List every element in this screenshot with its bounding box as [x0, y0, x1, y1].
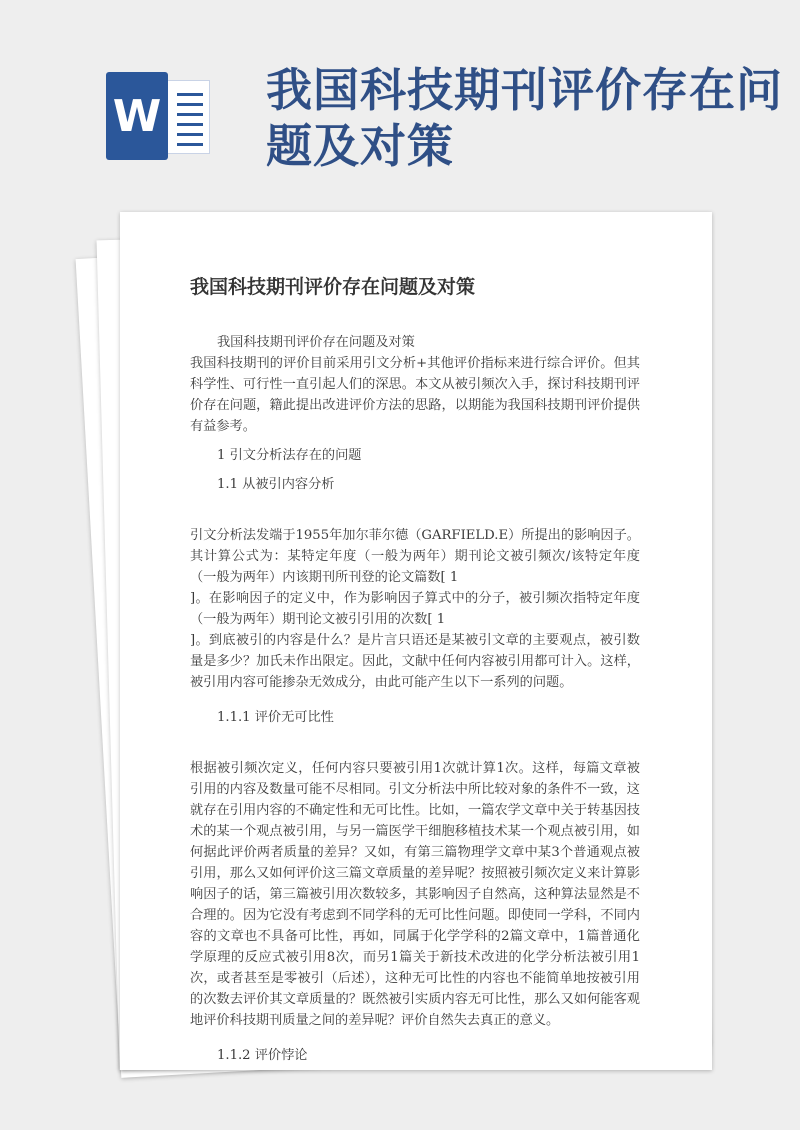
body-paragraph: 引文分析法发端于1955年加尔菲尔德（GARFIELD.E）所提出的影响因子。其计算公式为：某特定年度（一般为两年）期刊论文被引频次/该特定年度（一般为两年）内该期刊所刊登的论文篇数[ 1 — [190, 528, 640, 585]
body-paragraph: ]。在影响因子的定义中，作为影响因子算式中的分子，被引频次指特定年度（一般为两年）期刊论文被引引用的次数[ 1 — [190, 591, 640, 627]
abstract-paragraph: 我国科技期刊的评价目前采用引文分析+其他评价指标来进行综合评价。但其科学性、可行性一直引起人们的深思。本文从被引频次入手，探讨科技期刊评价存在问题，籍此提出改进评价方法的思路，以期能为我国科技期刊评价提供有益参考。 — [190, 356, 640, 434]
word-badge: W — [106, 72, 168, 160]
section-heading: 1 引文分析法存在的问题 — [217, 448, 362, 463]
document-body — [190, 274, 640, 1066]
subsection-heading: 1.1.1 评价无可比性 — [217, 710, 334, 725]
word-document-icon — [106, 72, 214, 160]
page-title: 我国科技期刊评价存在问题及对策 — [266, 63, 783, 173]
document-title: 我国科技期刊评价存在问题及对策 — [190, 276, 476, 298]
body-paragraph: 根据被引频次定义，任何内容只要被引用1次就计算1次。这样，每篇文章被引用的内容及数量可能不尽相同。引文分析法中所比较对象的条件不一致，这就存在引用内容的不确定性和无可比性。比如，一篇农学文章中关于转基因技术的某一个观点被引用，与另一篇医学干细胞移植技术某一个观点被引用，如何据此评价两者质量的差异？又如，有第三篇物理学文章中某3个普通观点被引用，那么又如何评价这三篇文章质量的差异呢？按照被引频次定义来计算影响因子的话，第三篇被引用次数较多，其影响因子自然高，这种算法显然是不合理的。因为它没有考虑到不同学科的无可比性问题。即使同一学科，不同内容的文章也不具备可比性，再如，同属于化学学科的2篇文章中，1篇普通化学原理的反应式被引用8次，而另1篇关于新技术改进的化学分析法被引用1次，或者甚至是零被引（后述），这种无可比性的内容也不能简单地按被引用的次数去评价其文章质量的？既然被引实质内容无可比性，那么又如何能客观地评价科技期刊质量之间的差异呢？评价自然失去真正的意义。 — [190, 761, 640, 1028]
body-paragraph: ]。到底被引的内容是什么？是片言只语还是某被引文章的主要观点，被引数量是多少？加氏未作出限定。因此，文献中任何内容被引用都可计入。这样，被引用内容可能掺杂无效成分，由此可能产生以下一系列的问题。 — [190, 633, 640, 690]
section-heading: 我国科技期刊评价存在问题及对策 — [217, 335, 415, 350]
subsection-heading: 1.1.2 评价悖论 — [217, 1048, 308, 1063]
document-page — [120, 212, 712, 1070]
subsection-heading: 1.1 从被引内容分析 — [217, 477, 335, 492]
